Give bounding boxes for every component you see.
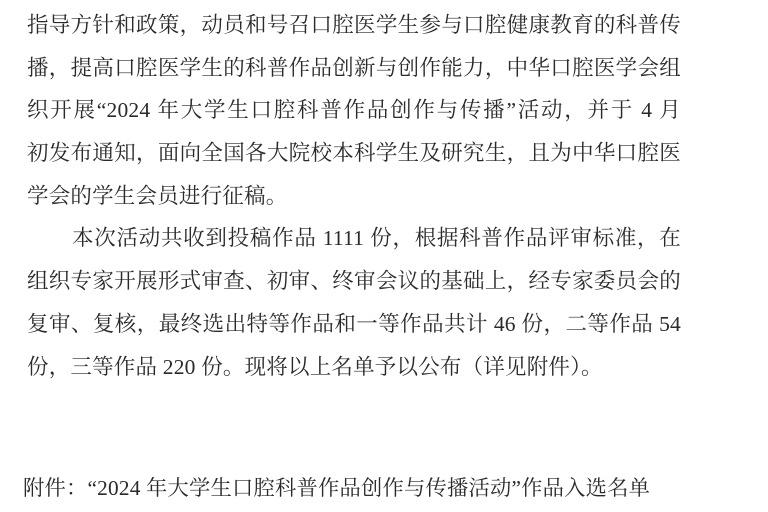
body-line: 初发布通知，面向全国各大院校本科学生及研究生，且为中华口腔医: [27, 141, 681, 166]
body-line: 指导方针和政策，动员和号召口腔医学生参与口腔健康教育的科普传: [27, 13, 681, 37]
body-line: 织开展“2024 年大学生口腔科普作品创作与传播”活动，并于 4 月: [27, 98, 681, 123]
body-line-paragraph-end: 学会的学生会员进行征稿。: [27, 183, 288, 208]
body-line-paragraph-start: 本次活动共收到投稿作品 1111 份，根据科普作品评审标准，在: [72, 226, 681, 251]
body-line: 组织专家开展形式审查、初审、终审会议的基础上，经专家委员会的: [27, 269, 681, 294]
attachment-note: 附件：“2024 年大学生口腔科普作品创作与传播活动”作品入选名单: [23, 476, 651, 500]
body-line: 播，提高口腔医学生的科普作品创新与创作能力，中华口腔医学会组: [27, 55, 681, 80]
body-line: 复审、复核，最终选出特等作品和一等作品共计 46 份，二等作品 54: [27, 311, 681, 336]
body-line-paragraph-end: 份，三等作品 220 份。现将以上名单予以公布（详见附件）。: [27, 354, 603, 379]
document-body: [27, 4, 681, 388]
